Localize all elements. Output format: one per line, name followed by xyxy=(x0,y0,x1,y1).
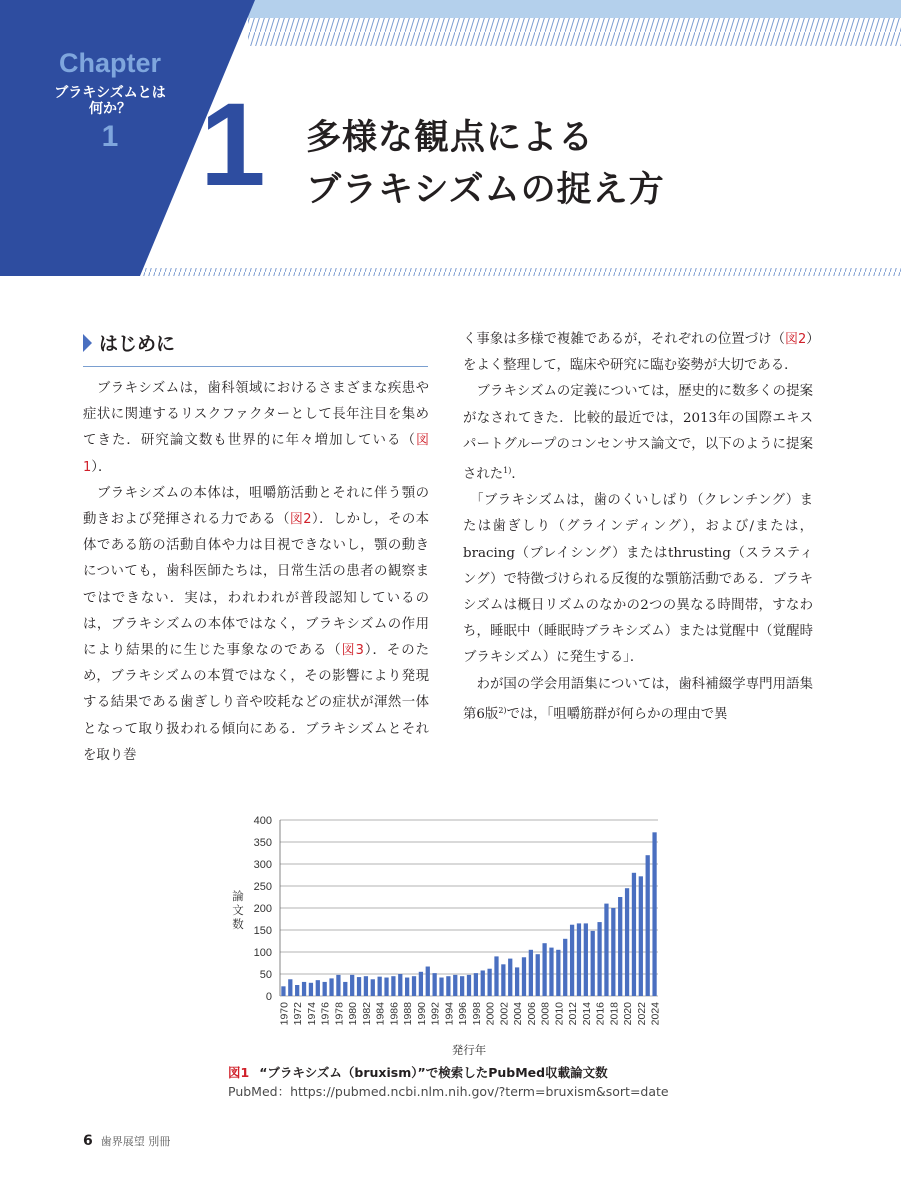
bar xyxy=(481,970,485,996)
article-title xyxy=(306,112,665,216)
y-axis-label-char: 文 xyxy=(232,903,244,917)
bar xyxy=(453,975,457,996)
bar xyxy=(577,923,581,996)
bar xyxy=(611,908,615,996)
paragraph-5: 「ブラキシズムは，歯のくいしばり（クレンチング）または歯ぎしり（グラインディング），および/または，bracing（ブレイシング）またはthrusting（スラスティング）で特徴づけられる反復的な顎筋活動である．ブラキシズムは概日リズムのなかの2つの異なる時間帯，すなわち，睡眠中（睡眠時ブラキシズム）または覚醒中（覚醒時ブラキシズム）に発生する」． xyxy=(463,493,813,666)
bar xyxy=(563,939,567,996)
paragraph-text: ）．そのため，ブラキシズムの本質ではなく，その影響により発現する結果である歯ぎしり音や咬耗などの症状が渾然一体となって取り扱われる傾向にある．ブラキシズムとそれを取り巻 xyxy=(83,643,429,763)
bar xyxy=(467,975,471,996)
right-column xyxy=(463,327,813,728)
article-title-line2: ブラキシズムの捉え方 xyxy=(306,170,665,210)
bar xyxy=(618,897,622,996)
article-title-line1: 多様な観点による xyxy=(306,118,595,158)
article-number: 1 xyxy=(200,79,266,211)
bar xyxy=(405,978,409,996)
paragraph-text: ブラキシズムの定義については，歴史的に数多くの提案がなされてきた．比較的最近では，2013年の国際エキスパートグループのコンセンサス論文で，以下のように提案された xyxy=(463,384,813,483)
bar xyxy=(302,982,306,996)
bar xyxy=(604,904,608,996)
x-tick-label: 2014 xyxy=(580,1002,593,1026)
paragraph-1 xyxy=(83,376,429,481)
bar xyxy=(309,983,313,996)
chapter-subtitle-line1: ブラキシズムとは xyxy=(54,85,166,101)
chapter-subtitle xyxy=(30,85,190,117)
figure-caption xyxy=(228,1063,608,1081)
bar xyxy=(316,980,320,996)
paragraph-text: ブラキシズムの本体は，咀嚼筋活動とそれに伴う顎の動きおよび発揮される力である（ xyxy=(83,485,429,528)
top-hatch-band xyxy=(248,18,901,46)
bar xyxy=(384,978,388,996)
paragraph-6 xyxy=(463,672,813,728)
x-axis-label: 発行年 xyxy=(451,1043,487,1057)
x-tick-label: 2002 xyxy=(498,1002,511,1026)
paragraph-text: ）をよく整理して，臨床や研究に臨む姿勢が大切である． xyxy=(463,332,813,374)
x-tick-label: 1992 xyxy=(429,1002,442,1026)
bar xyxy=(426,967,430,996)
x-tick-label: 2012 xyxy=(567,1002,580,1026)
bar xyxy=(460,976,464,996)
x-tick-label: 2018 xyxy=(608,1002,621,1026)
bar xyxy=(295,985,299,996)
y-tick-label: 250 xyxy=(253,881,272,893)
bar xyxy=(591,931,595,996)
paragraph-text: く事象は多様で複雑であるが，それぞれの位置づけ（ xyxy=(463,332,785,347)
bar xyxy=(494,956,498,996)
bar xyxy=(542,943,546,996)
bar xyxy=(501,964,505,996)
bar xyxy=(350,975,354,996)
x-tick-label: 2020 xyxy=(622,1002,635,1026)
figure-source: PubMed：https://pubmed.ncbi.nlm.nih.gov/?term=bruxism&sort=date xyxy=(228,1084,669,1099)
paragraph-text: ブラキシズムは，歯科領域におけるさまざまな疾患や症状に関連するリスクファクターとして長年注目を集めてきた．研究論文数も世界的に年々増加している（ xyxy=(83,381,429,449)
bar xyxy=(433,973,437,996)
bar xyxy=(378,977,382,996)
y-tick-label: 50 xyxy=(259,969,272,981)
bar xyxy=(584,923,588,996)
x-tick-label: 1972 xyxy=(292,1002,305,1026)
x-tick-label: 2016 xyxy=(594,1002,607,1026)
bar xyxy=(364,976,368,996)
x-tick-label: 2008 xyxy=(539,1002,552,1026)
x-tick-label: 2006 xyxy=(525,1002,538,1026)
bar xyxy=(652,832,656,996)
bar xyxy=(288,979,292,996)
paragraph-text: ． xyxy=(511,467,525,483)
y-tick-label: 350 xyxy=(253,837,272,849)
bar xyxy=(570,925,574,996)
figure-ref-2[interactable]: 図2 xyxy=(289,512,312,528)
x-tick-label: 2000 xyxy=(484,1002,497,1026)
paragraph-4 xyxy=(463,379,813,488)
x-tick-label: 1996 xyxy=(457,1002,470,1026)
bar xyxy=(529,950,533,996)
bar xyxy=(323,982,327,996)
x-tick-label: 1982 xyxy=(360,1002,373,1026)
publication-name: 歯界展望 別冊 xyxy=(100,1135,171,1148)
bar xyxy=(412,976,416,996)
bar xyxy=(391,976,395,996)
x-tick-label: 1976 xyxy=(319,1002,332,1026)
bar xyxy=(536,954,540,996)
citation-2[interactable]: 2) xyxy=(498,705,507,715)
paragraph-3 xyxy=(463,327,813,379)
x-tick-label: 1994 xyxy=(443,1002,456,1026)
bar xyxy=(639,876,643,996)
x-tick-label: 2024 xyxy=(649,1002,662,1026)
y-tick-label: 400 xyxy=(253,815,272,827)
bar xyxy=(336,975,340,996)
page-number: 6 xyxy=(83,1133,93,1149)
bar xyxy=(515,967,519,996)
figure-ref-1[interactable]: 図1 xyxy=(83,433,429,475)
bar xyxy=(487,969,491,996)
figure-label: 図1 xyxy=(228,1065,250,1080)
citation-1[interactable]: 1) xyxy=(503,466,512,476)
chapter-label: Chapter xyxy=(58,48,161,78)
x-tick-label: 2010 xyxy=(553,1002,566,1026)
section-marker-icon xyxy=(83,334,92,352)
paragraph-text: ）． xyxy=(91,459,112,475)
chapter-number: 1 xyxy=(101,120,119,153)
x-tick-label: 1988 xyxy=(402,1002,415,1026)
bar xyxy=(646,855,650,996)
bar xyxy=(508,959,512,996)
x-tick-label: 1974 xyxy=(305,1002,318,1026)
y-tick-label: 150 xyxy=(253,925,272,937)
bar xyxy=(446,976,450,996)
y-tick-label: 100 xyxy=(253,947,272,959)
x-tick-label: 1986 xyxy=(388,1002,401,1026)
y-tick-label: 300 xyxy=(253,859,272,871)
bar xyxy=(329,978,333,996)
page-footer xyxy=(83,1133,170,1149)
bar xyxy=(398,974,402,996)
bar xyxy=(419,972,423,996)
x-tick-label: 1990 xyxy=(415,1002,428,1026)
x-tick-label: 1984 xyxy=(374,1002,387,1026)
bar xyxy=(556,950,560,996)
bar xyxy=(597,922,601,996)
bar xyxy=(357,977,361,996)
bar xyxy=(522,957,526,996)
bar xyxy=(343,982,347,996)
bar xyxy=(625,888,629,996)
section-title: はじめに xyxy=(99,333,176,355)
paragraph-text: ）．しかし，その本体である筋の活動自体や力は目視できないし，顎の動きについても，歯科医師たちは，日常生活の患者の観察まではできない．実は，われわれが普段認知しているのは，ブラキシズムの本体ではなく，ブラキシズムの作用により結果的に生じた事象なのである（ xyxy=(83,512,430,659)
figure-ref-3[interactable]: 図3 xyxy=(341,643,364,659)
bar xyxy=(549,948,553,996)
bar xyxy=(632,873,636,996)
bar xyxy=(474,973,478,996)
left-column xyxy=(83,376,429,769)
x-tick-label: 1980 xyxy=(347,1002,360,1026)
x-tick-label: 2022 xyxy=(635,1002,648,1026)
x-tick-label: 1978 xyxy=(333,1002,346,1026)
bar xyxy=(371,979,375,996)
y-tick-label: 0 xyxy=(265,991,272,1003)
x-tick-label: 2004 xyxy=(512,1002,525,1026)
bar xyxy=(439,978,443,996)
figure-1-chart xyxy=(210,808,670,1058)
top-header-band xyxy=(248,0,901,18)
figure-caption-text: “ブラキシズム（bruxism）”で検索したPubMed収載論文数 xyxy=(259,1065,608,1080)
y-tick-label: 200 xyxy=(253,903,272,915)
y-axis-label-char: 数 xyxy=(232,917,244,931)
paragraph-text: では，「咀嚼筋群が何らかの理由で異 xyxy=(506,706,728,722)
figure-ref-2b[interactable]: 図2 xyxy=(784,332,807,347)
section-heading xyxy=(83,330,428,367)
paragraph-text: わが国の学会用語集については，歯科補綴学専門用語集第6版 xyxy=(463,676,813,722)
x-tick-label: 1998 xyxy=(470,1002,483,1026)
bar xyxy=(281,986,285,996)
chapter-subtitle-line2: 何か？ xyxy=(89,101,131,117)
paragraph-2 xyxy=(83,481,429,769)
x-tick-label: 1970 xyxy=(278,1002,291,1026)
y-axis-label-char: 論 xyxy=(232,889,244,903)
